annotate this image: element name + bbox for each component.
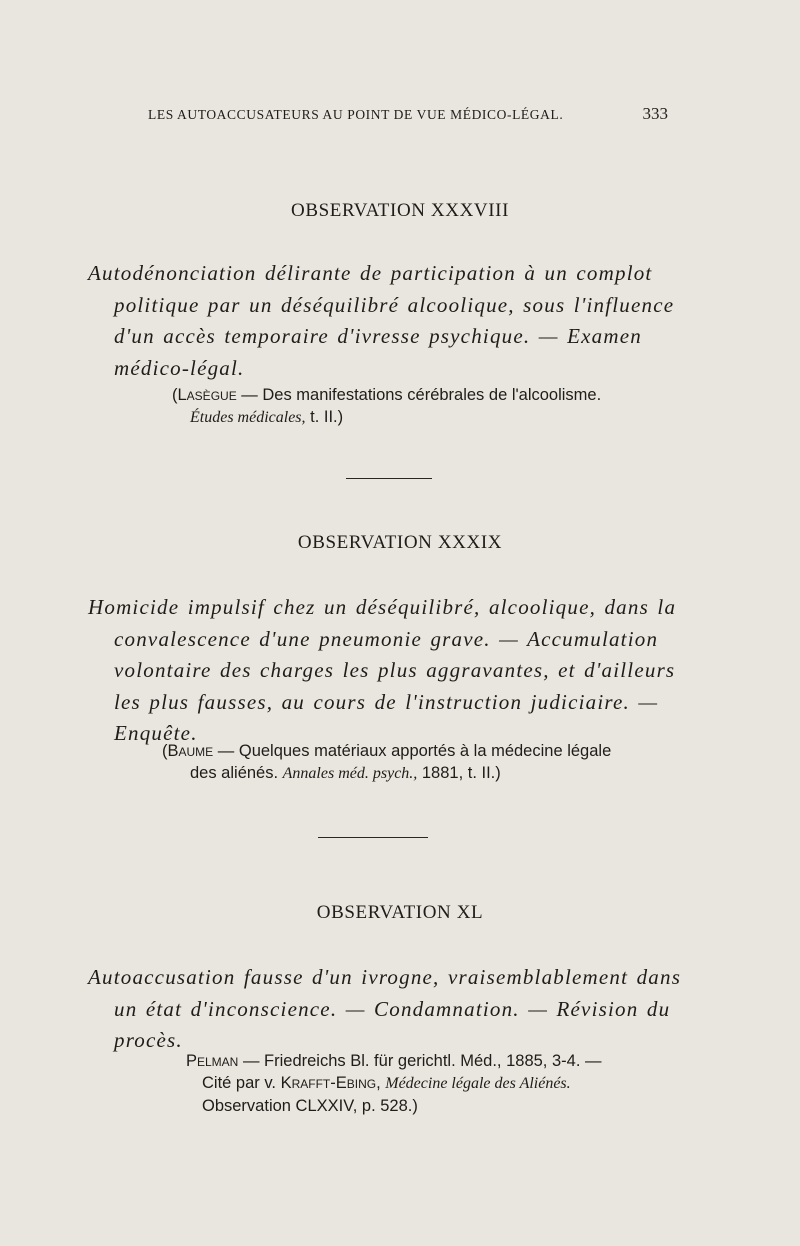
observation-source: Pelman — Friedreichs Bl. für gerichtl. Méd., 1885, 3-4. — Cité par v. Krafft-Ebing, Médecine légale des Aliénés. Observation CLXXIV, p. 528.): [186, 1052, 602, 1115]
observation-39: [0, 532, 800, 554]
observation-title: OBSERVATION XL: [316, 902, 484, 923]
summary-line: Autoaccusation fausse d'un ivrogne, vraisemblablement dans: [88, 965, 682, 989]
source-work: Annales méd. psych.,: [282, 765, 418, 782]
observation-title: OBSERVATION XXXIX: [297, 532, 503, 553]
observation-summary: [88, 258, 688, 384]
summary-line: médico-légal.: [114, 355, 245, 380]
summary-line: Homicide impulsif chez un déséquilibré, alcoolique, dans la: [88, 595, 677, 619]
summary-line: Enquête.: [114, 721, 198, 745]
summary-line: volontaire des charges les plus aggravantes, et d'ailleurs: [114, 658, 676, 682]
summary-line: Autodénonciation délirante de participation à un complot: [88, 261, 653, 285]
section-divider: [346, 478, 432, 479]
observation-source: (Baume — Quelques matériaux apportés à la médecine légale des aliénés. Annales méd. psych., 1881, t. II.): [162, 742, 612, 782]
summary-line: les plus fausses, au cours de l'instruction judiciaire. —: [114, 689, 659, 714]
running-title: LES AUTOACCUSATEURS AU POINT DE VUE MÉDICO-LÉGAL.: [148, 107, 564, 122]
observation-40: [0, 902, 800, 924]
observation-source: (Lasègue — Des manifestations cérébrales de l'alcoolisme. Études médicales, t. II.): [172, 386, 602, 426]
observation-title: OBSERVATION XXXVIII: [291, 200, 509, 221]
source-author: Lasègue: [177, 386, 237, 404]
observation-summary: [88, 592, 688, 750]
source-author: Pelman: [186, 1052, 239, 1070]
source-work: Études médicales,: [190, 409, 306, 426]
summary-line: politique par un déséquilibré alcoolique, sous l'influence: [114, 292, 675, 317]
source-work: Médecine légale des Aliénés.: [385, 1075, 571, 1092]
section-divider: [318, 837, 428, 838]
summary-line: convalescence d'une pneumonie grave. — Accumulation: [114, 626, 659, 651]
observation-summary: [88, 962, 688, 1057]
source-author: Baume: [167, 742, 214, 760]
page-number: 333: [642, 104, 668, 123]
running-head: [148, 104, 668, 124]
summary-line: un état d'inconscience. — Condamnation. — Révision du: [114, 996, 671, 1021]
summary-line: d'un accès temporaire d'ivresse psychique. — Examen: [114, 324, 642, 348]
source-author-2: Krafft-Ebing: [280, 1074, 377, 1092]
summary-line: procès.: [114, 1028, 183, 1052]
observation-38: [0, 200, 800, 222]
